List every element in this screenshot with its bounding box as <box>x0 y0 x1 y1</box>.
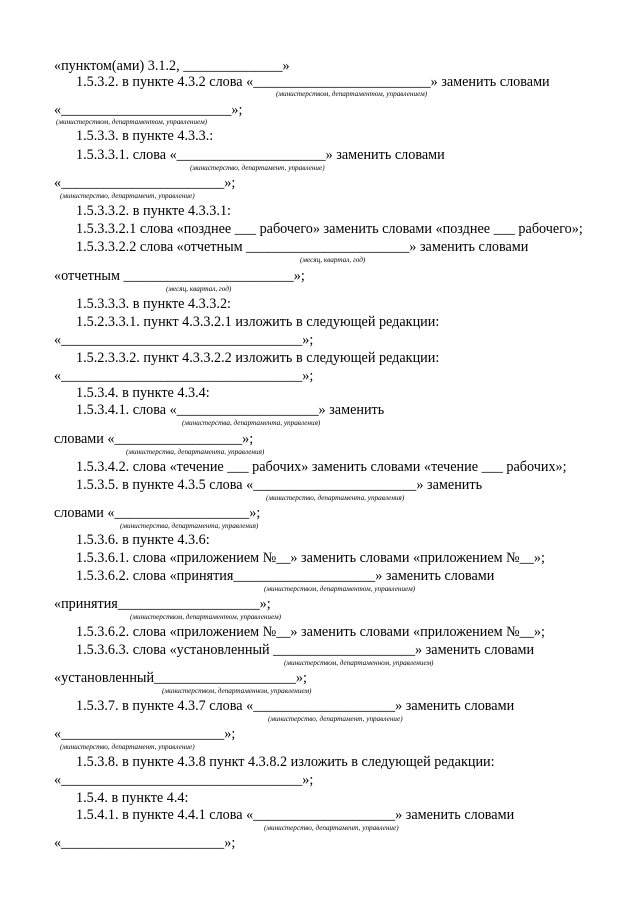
field-caption: (министерством, департаментом, управлением) <box>276 90 428 98</box>
text-line: «отчетным ________________________»; <box>54 268 305 284</box>
text-line: 1.5.3.4.2. слова «течение ___ рабочих» заменить словами «течение ___ рабочих»; <box>76 459 567 475</box>
field-caption: (министерство, департамент, управление) <box>268 715 403 723</box>
field-caption: (министерство, департамент, управление) <box>60 743 195 751</box>
text-line: «_______________________»; <box>54 726 236 742</box>
text-line: 1.5.3.3.2.2 слова «отчетным _______________________» заменить словами <box>76 239 529 255</box>
text-line: 1.5.3.3.3. в пункте 4.3.3.2: <box>76 296 231 312</box>
text-line: 1.5.3.6.1. слова «приложением №__» заменить словами «приложением №__»; <box>76 550 545 566</box>
field-caption: (министерством, департаменном, управлением) <box>284 659 434 667</box>
text-line: 1.5.3.3.2. в пункте 4.3.3.1: <box>76 203 231 219</box>
text-line: 1.5.3.4.1. слова «____________________» заменить <box>76 402 385 418</box>
text-line: «__________________________________»; <box>54 332 314 348</box>
text-line: «_______________________»; <box>54 175 236 191</box>
text-line: «__________________________________»; <box>54 772 314 788</box>
text-line: 1.5.3.2. в пункте 4.3.2 слова «_________________________» заменить словами <box>76 74 550 90</box>
text-line: 1.5.3.6.2. слова «приложением №__» заменить словами «приложением №__»; <box>76 624 545 640</box>
text-line: 1.5.3.6. в пункте 4.3.6: <box>76 532 210 548</box>
text-line: 1.5.2.3.3.2. пункт 4.3.3.2.2 изложить в следующей редакции: <box>76 350 440 366</box>
text-line: 1.5.3.6.3. слова «установленный ____________________» заменить словами <box>76 642 535 658</box>
text-line: «пунктом(ами) 3.1.2, ______________» <box>54 58 290 74</box>
field-caption: (министерством, департаменном, управлением) <box>162 687 312 695</box>
text-line: словами «___________________»; <box>54 505 261 521</box>
text-line: словами «__________________»; <box>54 431 254 447</box>
field-caption: (министерство, департамент, управление) <box>264 824 399 832</box>
field-caption: (министерства, департамента, управления) <box>126 448 265 456</box>
text-line: 1.5.2.3.3.1. пункт 4.3.3.2.1 изложить в следующей редакции: <box>76 314 440 330</box>
field-caption: (министерством, департаментом, управлением) <box>264 585 416 593</box>
text-line: «установленный____________________»; <box>54 670 307 686</box>
text-line: 1.5.3.3.1. слова «_____________________» заменить словами <box>76 147 445 163</box>
field-caption: (министерство, департамент, управление) <box>190 164 325 172</box>
text-line: 1.5.4. в пункте 4.4: <box>76 790 189 806</box>
text-line: 1.5.3.5. в пункте 4.3.5 слова «_______________________» заменить <box>76 477 483 493</box>
field-caption: (министерства, департамента, управления) <box>182 419 321 427</box>
text-line: «________________________»; <box>54 102 243 118</box>
field-caption: (министерства, департамента, управления) <box>120 522 259 530</box>
text-line: «__________________________________»; <box>54 368 314 384</box>
text-line: 1.5.4.1. в пункте 4.4.1 слова «____________________» заменить словами <box>76 807 515 823</box>
field-caption: (месяц, квартал, год) <box>300 256 366 264</box>
text-line: 1.5.3.8. в пункте 4.3.8 пункт 4.3.8.2 изложить в следующей редакции: <box>76 754 495 770</box>
text-line: 1.5.3.3. в пункте 4.3.3.: <box>76 128 214 144</box>
field-caption: (министерством, департаментом, управлением) <box>130 613 282 621</box>
field-caption: (министерство, департамента, управления) <box>266 494 405 502</box>
text-line: «_______________________»; <box>54 835 236 851</box>
field-caption: (месяц, квартал, год) <box>166 285 232 293</box>
field-caption: (министерством, департаментом, управлением) <box>56 118 208 126</box>
text-line: 1.5.3.7. в пункте 4.3.7 слова «____________________» заменить словами <box>76 698 515 714</box>
text-line: 1.5.3.6.2. слова «принятия____________________» заменить словами <box>76 568 495 584</box>
text-line: 1.5.3.3.2.1 слова «позднее ___ рабочего» заменить словами «позднее ___ рабочего»; <box>76 221 583 237</box>
text-line: 1.5.3.4. в пункте 4.3.4: <box>76 385 210 401</box>
text-line: «принятия____________________»; <box>54 596 271 612</box>
field-caption: (министерство, департамент, управление) <box>60 192 195 200</box>
